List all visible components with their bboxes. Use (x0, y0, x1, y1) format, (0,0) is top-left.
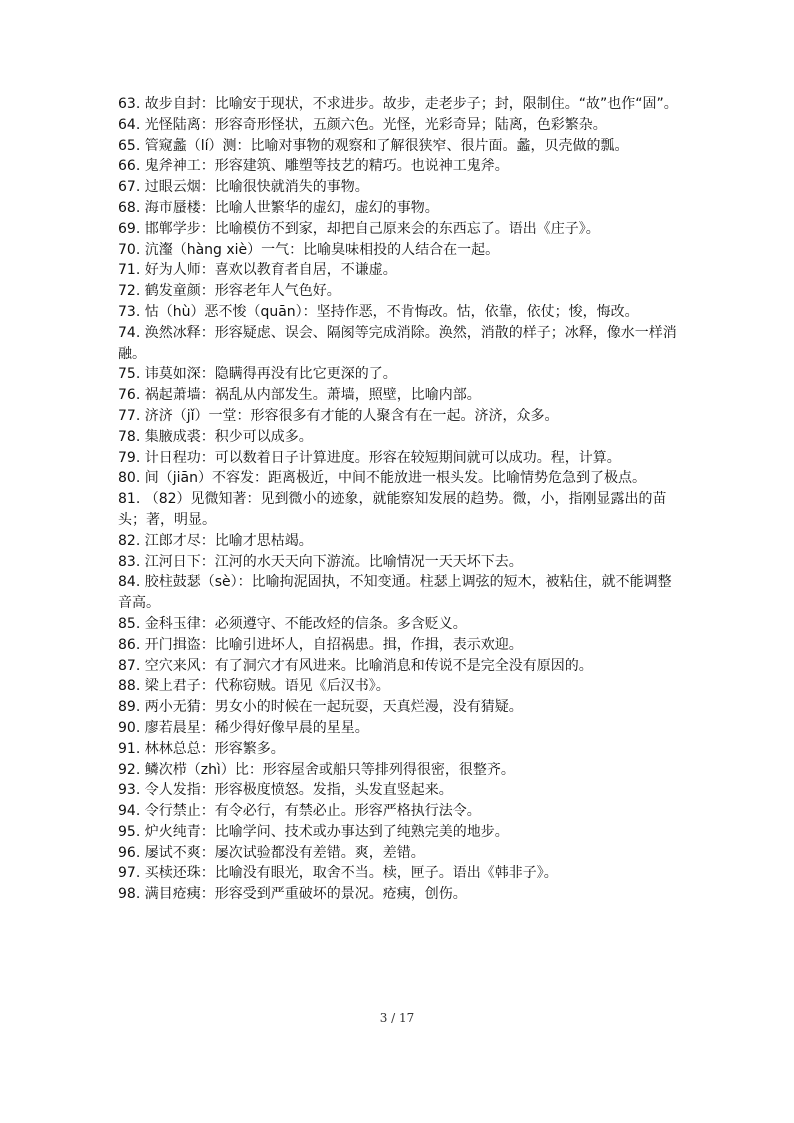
list-item: 76. 祸起萧墙：祸乱从内部发生。萧墙，照壁，比喻内部。 (118, 387, 481, 404)
list-item: 75. 讳莫如深：隐瞒得再没有比它更深的了。 (118, 366, 397, 383)
list-item: 81. （82）见微知著：见到微小的迹象，就能察知发展的趋势。微，小，指刚显露出的苗头；著，明显。 (118, 491, 667, 528)
list-item: 77. 济济（jǐ）一堂：形容很多有才能的人聚含有在一起。济济，众多。 (118, 407, 559, 424)
list-item: 68. 海市蜃楼：比喻人世繁华的虚幻，虚幻的事物。 (118, 199, 439, 216)
list-item: 82. 江郎才尽：比喻才思枯竭。 (118, 532, 313, 549)
list-item: 64. 光怪陆离：形容奇形怪状，五颜六色。光怪，光彩奇异；陆离，色彩繁杂。 (118, 116, 607, 133)
page-number: 3 / 17 (379, 1011, 415, 1025)
list-item: 67. 过眼云烟：比喻很快就消失的事物。 (118, 179, 369, 196)
list-item: 86. 开门揖盗：比喻引进坏人，自招祸患。揖，作揖，表示欢迎。 (118, 636, 523, 653)
list-item: 83. 江河日下：江河的水天天向下游流。比喻情况一天天坏下去。 (118, 553, 523, 570)
list-item: 84. 胶柱鼓瑟（sè）：比喻拘泥固执，不知变通。柱瑟上调弦的短木，被粘住，就不能调整音高。 (118, 574, 672, 612)
list-item: 88. 梁上君子：代称窃贼。语见《后汉书》。 (118, 678, 390, 695)
list-item: 92. 鳞次栉（zhì）比：形容屋舍或船只等排列得很密，很整齐。 (118, 761, 515, 778)
list-item: 79. 计日程功：可以数着日子计算进度。形容在较短期间就可以成功。程，计算。 (118, 449, 621, 466)
list-item: 72. 鹤发童颜：形容老年人气色好。 (118, 283, 341, 300)
list-item: 69. 邯郸学步：比喻模仿不到家，却把自己原来会的东西忘了。语出《庄子》。 (118, 220, 600, 237)
list-item: 97. 买椟还珠：比喻没有眼光，取舍不当。椟，匣子。语出《韩非子》。 (118, 865, 558, 882)
list-item: 96. 屡试不爽：屡次试验都没有差错。爽，差错。 (118, 844, 425, 861)
list-item: 95. 炉火纯青：比喻学问、技术或办事达到了纯熟完美的地步。 (118, 823, 509, 840)
list-item: 63. 故步自封：比喻安于现状，不求进步。故步，走老步子；封，限制住。“故”也作“固”。 (118, 96, 678, 112)
list-item: 93. 令人发指：形容极度愤怒。发指，头发直竖起来。 (118, 782, 453, 799)
list-item: 73. 怙（hù）恶不悛（quān）：坚持作恶，不肯悔改。怙，依靠，依仗；悛，悔改。 (118, 303, 639, 320)
list-item: 70. 沆瀣（hàng xiè）一气：比喻臭味相投的人结合在一起。 (118, 241, 500, 258)
idiom-list (118, 94, 684, 905)
list-item: 85. 金科玉律：必须遵守、不能改烃的信条。多含贬义。 (118, 615, 467, 632)
list-item: 78. 集腋成裘：积少可以成多。 (118, 428, 313, 445)
list-item: 66. 鬼斧神工：形容建筑、雕塑等技艺的精巧。也说神工鬼斧。 (118, 158, 509, 175)
list-item: 87. 空穴来风：有了洞穴才有风进来。比喻消息和传说不是完全没有原因的。 (118, 657, 593, 674)
list-item: 90. 廖若晨星：稀少得好像早晨的星星。 (118, 719, 369, 736)
list-item: 94. 令行禁止：有令必行，有禁必止。形容严格执行法令。 (118, 803, 481, 820)
list-item: 74. 涣然冰释：形容疑虑、误会、隔阂等完成消除。涣然，消散的样子；冰释，像水一样消融。 (118, 324, 677, 362)
list-item: 91. 林林总总：形容繁多。 (118, 740, 285, 757)
list-item: 89. 两小无猜：男女小的时候在一起玩耍，天真烂漫，没有猜疑。 (118, 699, 523, 716)
list-item: 65. 管窥蠡（lí）测：比喻对事物的观察和了解很狭窄、很片面。蠡，贝壳做的瓢。 (118, 137, 629, 154)
list-item: 71. 好为人师：喜欢以教育者自居，不谦虚。 (118, 262, 397, 279)
list-item: 80. 间（jiān）不容发：距离极近，中间不能放进一根头发。比喻情势危急到了极点。 (118, 470, 646, 487)
list-item: 98. 满目疮痍：形容受到严重破坏的景况。疮痍，创伤。 (118, 886, 467, 903)
